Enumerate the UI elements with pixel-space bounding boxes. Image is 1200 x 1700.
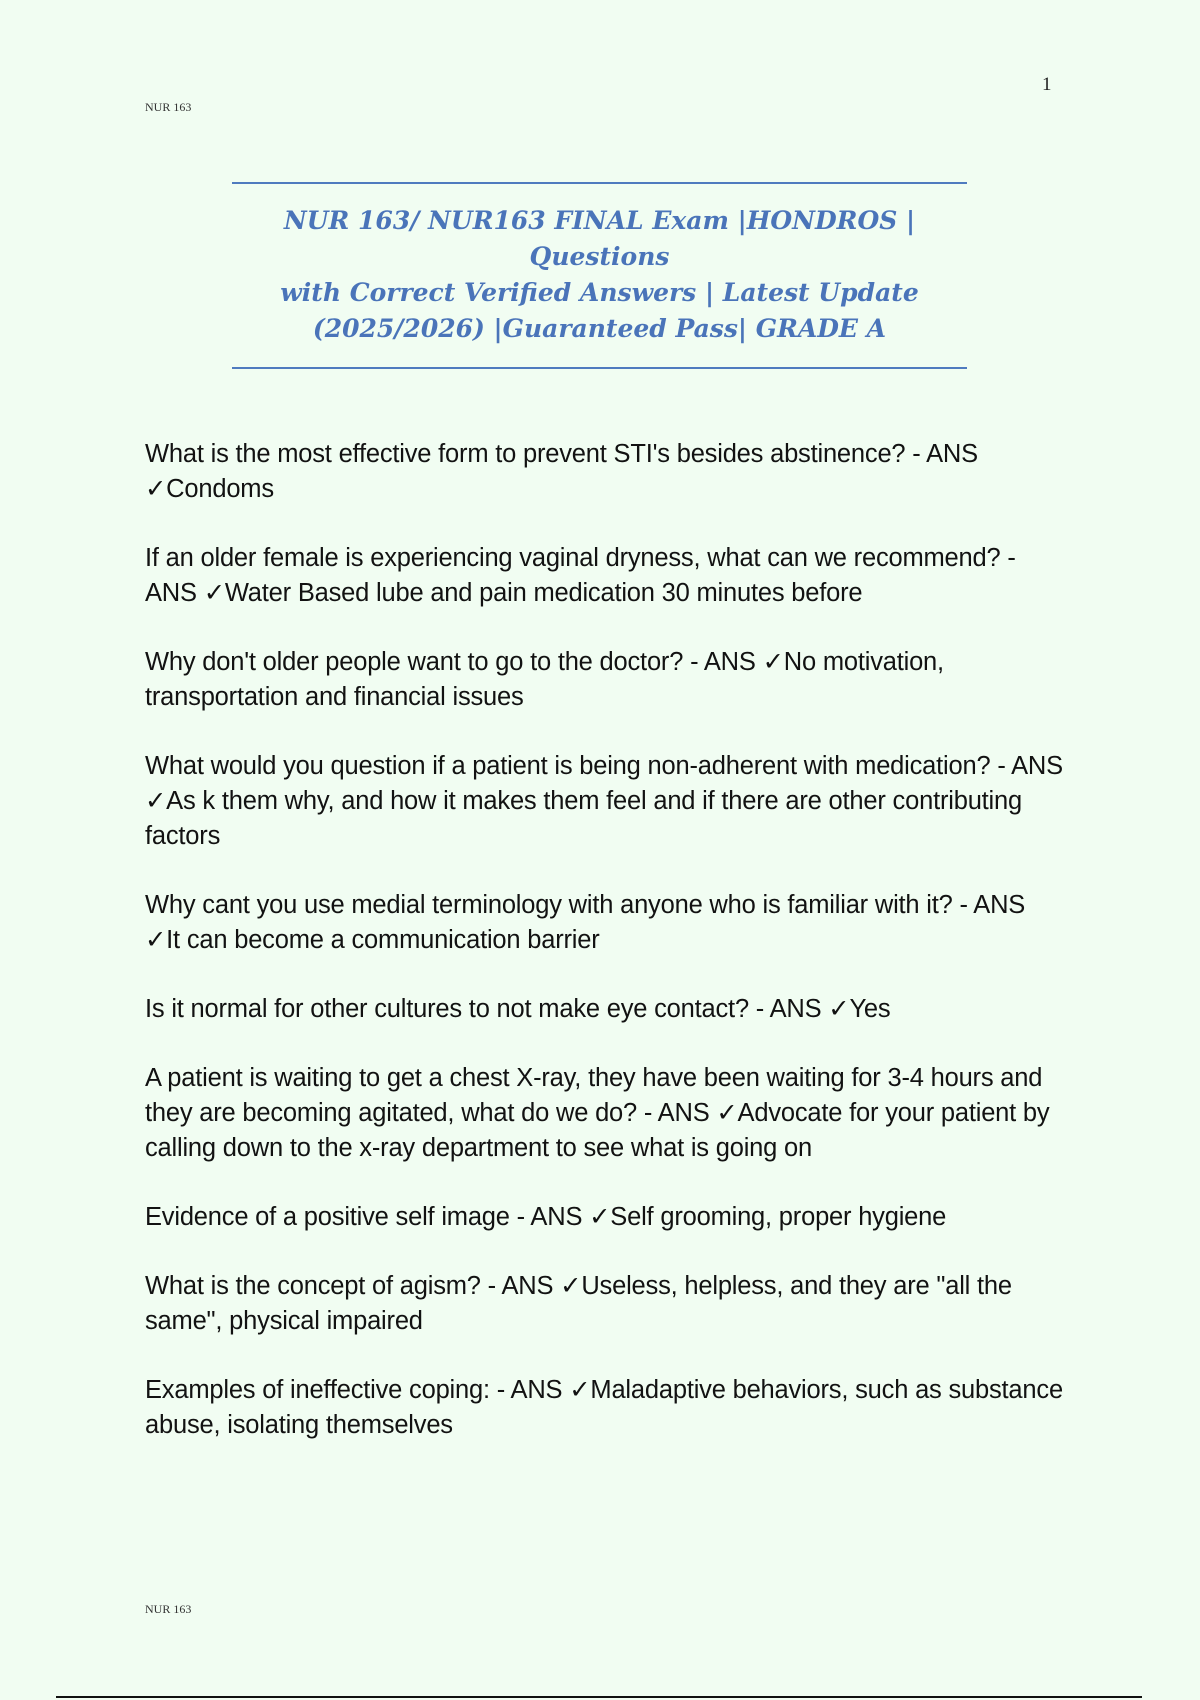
qa-item: Is it normal for other cultures to not make eye contact? - ANS ✓Yes bbox=[145, 995, 891, 1023]
qa-item: If an older female is experiencing vaginal dryness, what can we recommend? - ANS ✓Water Based lube and pain medication 30 minutes before bbox=[145, 544, 1016, 607]
title-line: (2025/2026) |Guaranteed Pass| GRADE A bbox=[312, 314, 887, 343]
running-footer: NUR 163 bbox=[145, 1602, 192, 1616]
qa-item: What is the concept of agism? - ANS ✓Useless, helpless, and they are "all the same", physical impaired bbox=[145, 1272, 1012, 1335]
qa-item: Why don't older people want to go to the doctor? - ANS ✓No motivation, transportation and financial issues bbox=[145, 648, 944, 711]
qa-item: What is the most effective form to prevent STI's besides abstinence? - ANS ✓Condoms bbox=[145, 440, 978, 503]
document-title bbox=[232, 182, 967, 369]
qa-item: Why cant you use medial terminology with anyone who is familiar with it? - ANS ✓It can become a communication barrier bbox=[145, 891, 1026, 954]
page-bottom-rule bbox=[56, 1696, 1142, 1698]
question-answer-list bbox=[145, 437, 1065, 1477]
title-line: with Correct Verified Answers | Latest Update bbox=[280, 278, 919, 307]
title-line: NUR 163/ NUR163 FINAL Exam |HONDROS | Questions bbox=[283, 206, 916, 271]
qa-item: What would you question if a patient is being non-adherent with medication? - ANS ✓As k them why, and how it makes them feel and if there are other contributing factors bbox=[145, 752, 1063, 850]
qa-item: A patient is waiting to get a chest X-ray, they have been waiting for 3-4 hours and they are becoming agitated, what do we do? - ANS ✓Advocate for your patient by calling down to the x-ray department to see what is going on bbox=[145, 1064, 1050, 1162]
running-header: NUR 163 bbox=[145, 100, 192, 114]
qa-item: Evidence of a positive self image - ANS ✓Self grooming, proper hygiene bbox=[145, 1203, 947, 1231]
qa-item: Examples of ineffective coping: - ANS ✓Maladaptive behaviors, such as substance abuse, isolating themselves bbox=[145, 1376, 1063, 1439]
page-number: 1 bbox=[1042, 74, 1052, 95]
